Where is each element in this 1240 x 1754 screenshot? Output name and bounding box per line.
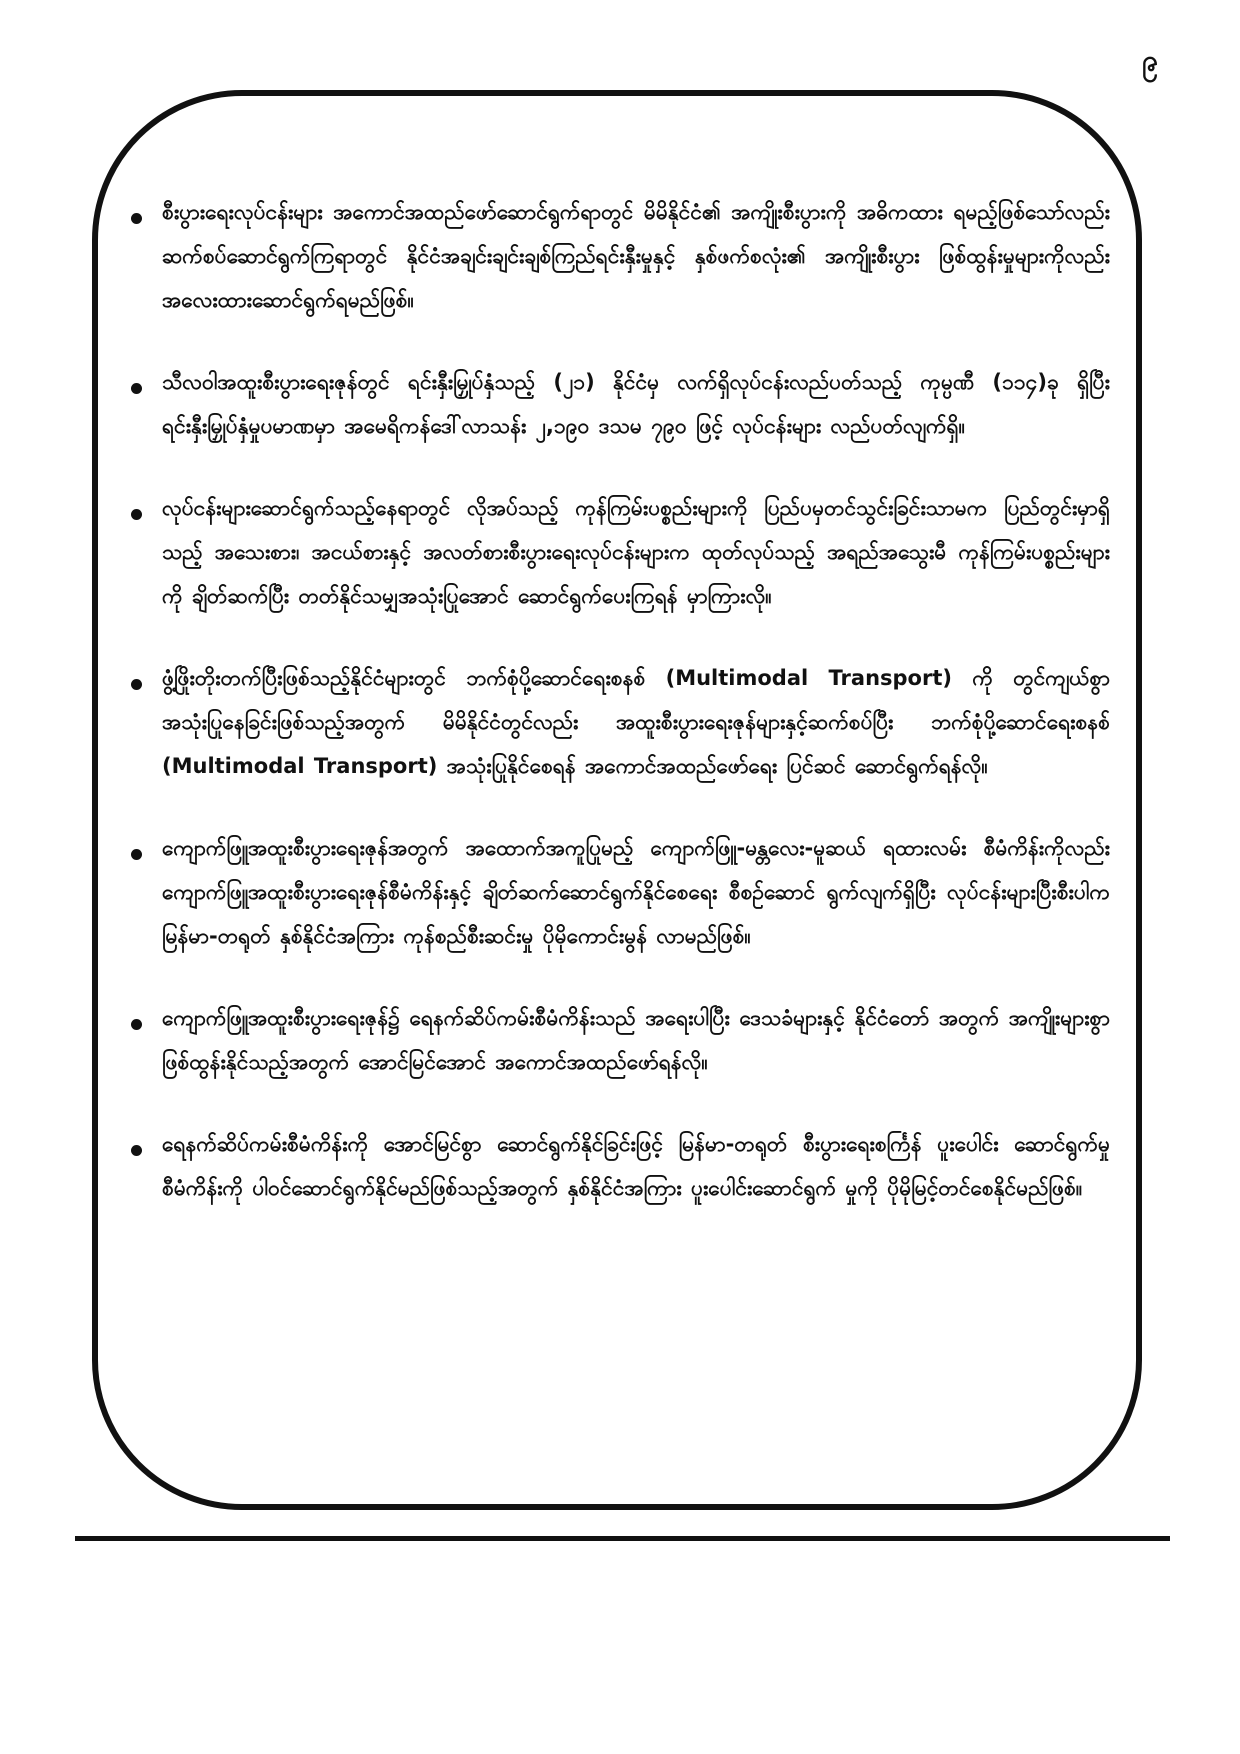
bullet-text: စီးပွားရေးလုပ်ငန်းများ အကောင်အထည်ဖော်ဆောင်ရွက်ရာတွင် မိမိနိုင်ငံ၏ အကျိုးစီးပွားကို အဓိကထား ရမည့်ဖြစ်သော်လည်း ဆက်စပ်ဆောင်ရွက်ကြရာတွင် နိုင်ငံအချင်းချင်းချစ်ကြည်ရင်းနှီးမှုနှင့် နှစ်ဖက်စလုံး၏ အကျိုးစီးပွား ဖြစ်ထွန်းမှုများကိုလည်း အလေးထားဆောင်ရွက်ရမည်ဖြစ်။ [162,200,1110,312]
bullet-dot-icon [131,383,142,394]
bullet-dot-icon [131,849,142,860]
bullet-dot-icon [131,679,142,690]
bullet-list [128,190,1110,1210]
bullet-item [128,656,1110,788]
bullet-text: ကျောက်ဖြူအထူးစီးပွားရေးဇုန်အတွက် အထောက်အကူပြုမည့် ကျောက်ဖြူ-မန္တလေး-မူဆယ် ရထားလမ်း စီမံကိန်းကိုလည်း ကျောက်ဖြူအထူးစီးပွားရေးဇုန်စီမံကိန်းနှင့် ချိတ်ဆက်ဆောင်ရွက်နိုင်စေရေး စီစဉ်ဆောင် ရွက်လျက်ရှိပြီး လုပ်ငန်းများပြီးစီးပါက မြန်မာ-တရုတ် နှစ်နိုင်ငံအကြား ကုန်စည်စီးဆင်းမှု ပိုမိုကောင်းမွန် လာမည်ဖြစ်။ [162,836,1110,948]
bullet-item [128,486,1110,618]
bullet-text: ရေနက်ဆိပ်ကမ်းစီမံကိန်းကို အောင်မြင်စွာ ဆောင်ရွက်နိုင်ခြင်းဖြင့် မြန်မာ-တရုတ် စီးပွားရေးစင်္ကြန် ပူးပေါင်း ဆောင်ရွက်မှုစီမံကိန်းကို ပါဝင်ဆောင်ရွက်နိုင်မည်ဖြစ်သည့်အတွက် နှစ်နိုင်ငံအကြား ပူးပေါင်းဆောင်ရွက် မှုကို ပိုမိုမြင့်တင်စေနိုင်မည်ဖြစ်။ [162,1132,1110,1200]
bottom-divider [75,1536,1170,1541]
bullet-text: ဖွံ့ဖြိုးတိုးတက်ပြီးဖြစ်သည့်နိုင်ငံများတွင် ဘက်စုံပို့ဆောင်ရေးစနစ် (Multimodal Transport) ကို တွင်ကျယ်စွာ အသုံးပြုနေခြင်းဖြစ်သည့်အတွက် မိမိနိုင်ငံတွင်လည်း အထူးစီးပွားရေးဇုန်များနှင့်ဆက်စပ်ပြီး ဘက်စုံပို့ဆောင်ရေးစနစ် (Multimodal Transport) အသုံးပြုနိုင်စေရန် အကောင်အထည်ဖော်ရေး ပြင်ဆင် ဆောင်ရွက်ရန်လို။ [162,666,1110,778]
content-area [128,190,1110,1248]
page-number: ၉ [1142,44,1158,77]
bullet-item [128,996,1110,1084]
bullet-dot-icon [131,509,142,520]
bullet-text: ကျောက်ဖြူအထူးစီးပွားရေးဇုန်၌ ရေနက်ဆိပ်ကမ်းစီမံကိန်းသည် အရေးပါပြီး ဒေသခံများနှင့် နိုင်ငံတော် အတွက် အကျိုးများစွာဖြစ်ထွန်းနိုင်သည့်အတွက် အောင်မြင်အောင် အကောင်အထည်ဖော်ရန်လို။ [162,1006,1110,1074]
bullet-item [128,826,1110,958]
bullet-item [128,1122,1110,1210]
bullet-text: သီလဝါအထူးစီးပွားရေးဇုန်တွင် ရင်းနှီးမြှုပ်နှံသည့် (၂၁) နိုင်ငံမှ လက်ရှိလုပ်ငန်းလည်ပတ်သည့် ကုမ္ပဏီ (၁၁၄)ခု ရှိပြီး ရင်းနှီးမြှုပ်နှံမှုပမာဏမှာ အမေရိကန်ဒေါ်လာသန်း ၂,၁၉၀ ဒသမ ၇၉၀ ဖြင့် လုပ်ငန်းများ လည်ပတ်လျက်ရှိ။ [162,370,1110,438]
bullet-text: လုပ်ငန်းများဆောင်ရွက်သည့်နေရာတွင် လိုအပ်သည့် ကုန်ကြမ်းပစ္စည်းများကို ပြည်ပမှတင်သွင်းခြင်းသာမက ပြည်တွင်းမှာရှိသည့် အသေးစား၊ အငယ်စားနှင့် အလတ်စားစီးပွားရေးလုပ်ငန်းများက ထုတ်လုပ်သည့် အရည်အသွေးမီ ကုန်ကြမ်းပစ္စည်းများကို ချိတ်ဆက်ပြီး တတ်နိုင်သမျှအသုံးပြုအောင် ဆောင်ရွက်ပေးကြရန် မှာကြားလို။ [162,496,1110,608]
bullet-dot-icon [131,1145,142,1156]
bullet-dot-icon [131,213,142,224]
bullet-dot-icon [131,1019,142,1030]
bullet-item [128,360,1110,448]
bullet-item [128,190,1110,322]
